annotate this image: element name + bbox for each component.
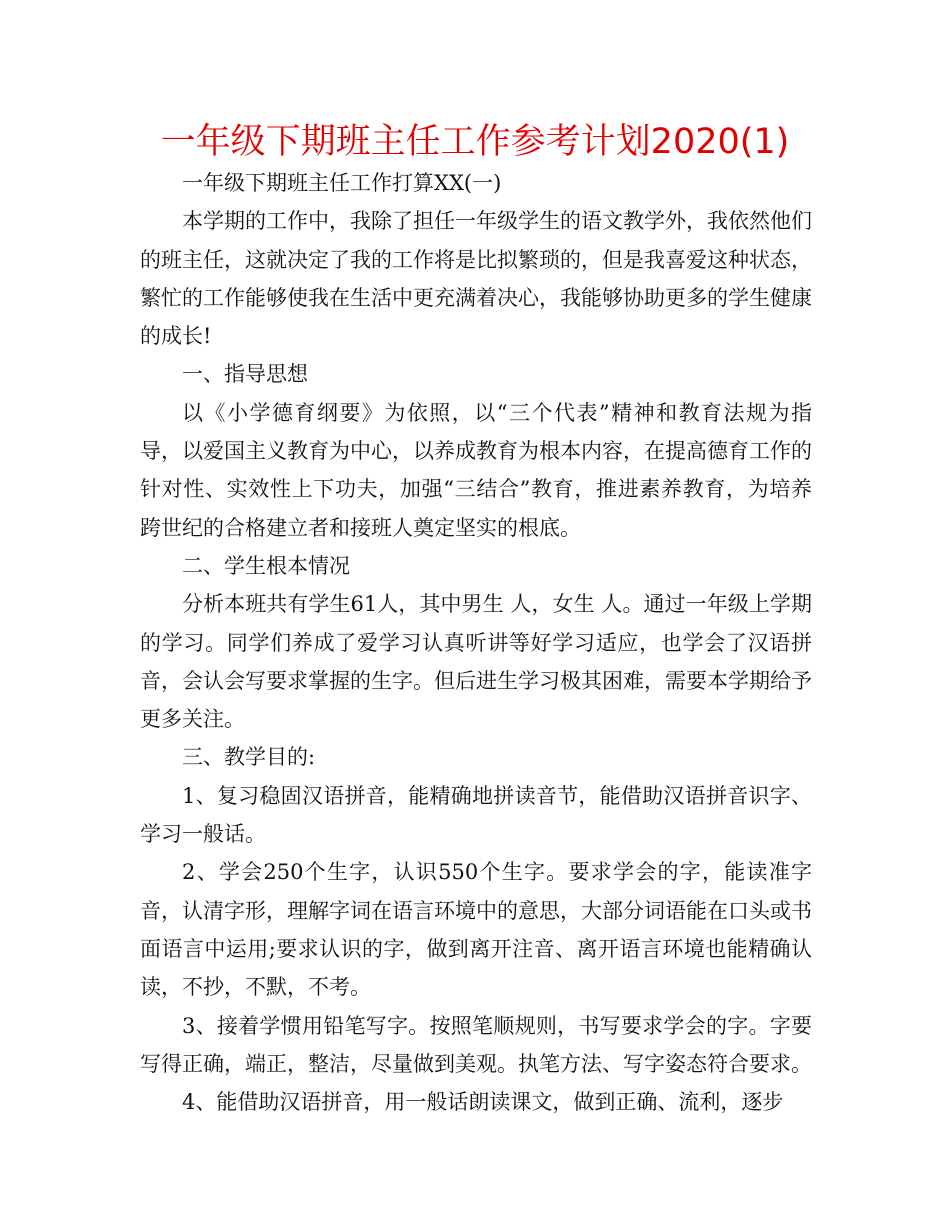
guiding-ideology-paragraph: 以《小学德育纲要》为依照，以“三个代表”精神和教育法规为指导，以爱国主义教育为中心，以养成教育为根本内容，在提高德育工作的针对性、实效性上下功夫，加强“三结合”教育，推进素养教育，为培养跨世纪的合格建立者和接班人奠定坚实的根底。 [140,400,812,540]
teaching-goal-item-4: 4、能借助汉语拼音，用一般话朗读课文，做到正确、流利，逐步 [182,1090,784,1115]
section-heading-student-situation: 二、学生根本情况 [182,553,350,578]
section-heading-teaching-goals: 三、教学目的: [182,745,316,770]
student-situation-paragraph: 分析本班共有学生61人，其中男生 人，女生 人。通过一年级上学期的学习。同学们养成了爱学习认真听讲等好学习适应，也学会了汉语拼音，会认会写要求掌握的生字。但后进生学习极其困难，需要本学期给予更多关注。 [140,592,812,732]
document-body [140,164,812,1121]
intro-paragraph: 本学期的工作中，我除了担任一年级学生的语文教学外，我依然他们的班主任，这就决定了我的工作将是比拟繁琐的，但是我喜爱这种状态，繁忙的工作能够使我在生活中更充满着决心，我能够协助更多的学生健康的成长! [140,209,812,349]
teaching-goal-item-3: 3、接着学惯用铅笔写字。按照笔顺规则，书写要求学会的字。字要写得正确，端正，整洁，尽量做到美观。执笔方法、写字姿态符合要求。 [140,1013,812,1076]
document-title: 一年级下期班主任工作参考计划2020(1) [160,122,790,162]
teaching-goal-item-2: 2、学会250个生字，认识550个生字。要求学会的字，能读准字音，认清字形，理解字词在语言环境中的意思，大部分词语能在口头或书面语言中运用;要求认识的字，做到离开注音、离开语言环境也能精确认读，不抄，不默，不考。 [140,860,812,1000]
subtitle-paragraph: 一年级下期班主任工作打算XX(一) [182,171,502,195]
section-heading-guiding-ideology: 一、指导思想 [182,362,308,387]
teaching-goal-item-1: 1、复习稳固汉语拼音，能精确地拼读音节，能借助汉语拼音识字、学习一般话。 [140,783,812,847]
